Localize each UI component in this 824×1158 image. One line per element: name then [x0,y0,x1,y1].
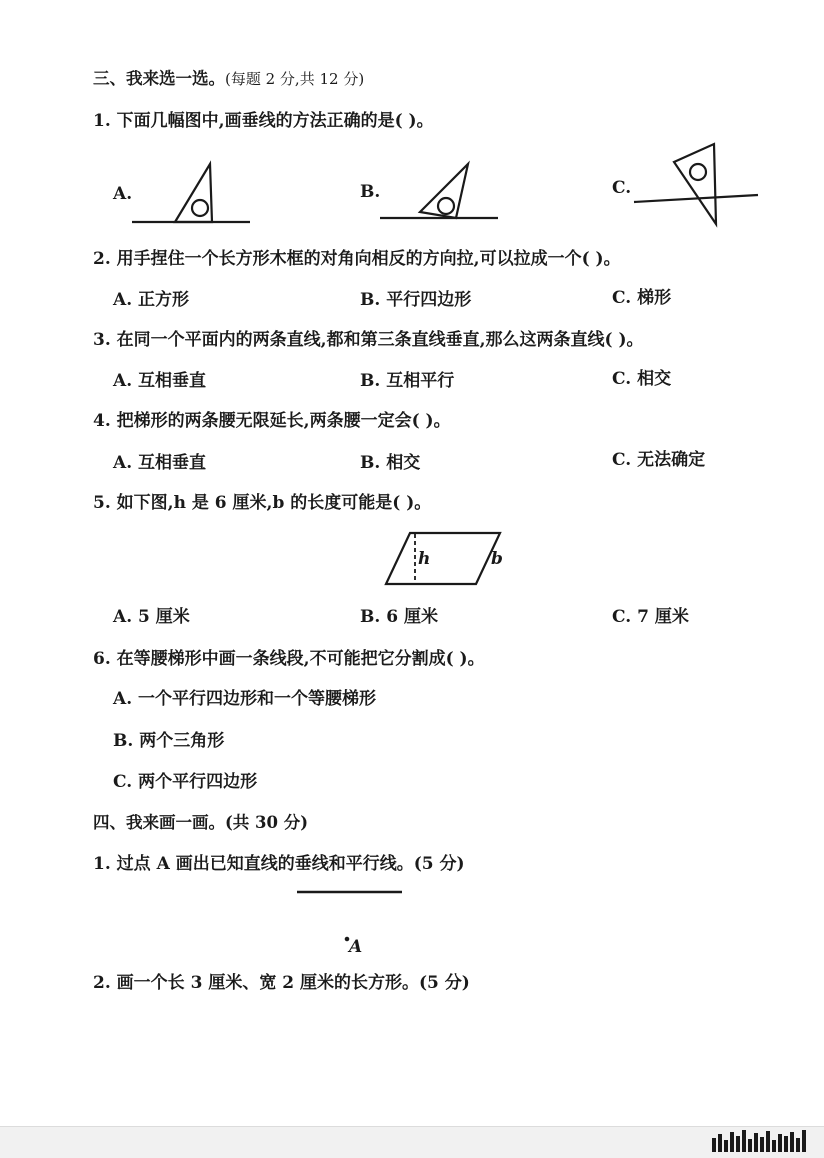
figure-1a-hole [192,200,208,216]
question-2-option-b: B. 平行四边形 [360,290,472,310]
question-1-option-b: B. [360,182,381,202]
question-2-stem: 2. 用手捏住一个长方形木框的对角向相反的方向拉,可以拉成一个( )。 [93,249,621,269]
scan-mark [748,1139,752,1152]
question-3-option-c: C. 相交 [612,369,672,389]
scan-bottom-strip [0,1126,824,1158]
scan-mark [718,1134,722,1152]
section-3-title: 三、我来选一选。 [93,69,225,88]
scan-mark [742,1130,746,1152]
section-4-item-1: 1. 过点 A 画出已知直线的垂线和平行线。(5 分) [93,854,465,874]
question-1-option-c: C. [612,178,632,198]
section-3-header [93,68,364,90]
question-6-option-b: B. 两个三角形 [113,731,225,751]
figure-1b-triangle-ruler [378,158,503,230]
scan-mark [778,1134,782,1152]
question-2-option-a: A. 正方形 [113,290,190,310]
scan-strip-edge [0,1126,824,1127]
question-1-stem: 1. 下面几幅图中,画垂线的方法正确的是( )。 [93,111,434,131]
given-straight-line [296,889,404,895]
question-6-option-c: C. 两个平行四边形 [113,772,258,792]
question-5-stem: 5. 如下图,h 是 6 厘米,b 的长度可能是( )。 [93,493,432,513]
question-5-option-a: A. 5 厘米 [113,607,190,627]
scan-mark [784,1136,788,1152]
question-4-stem: 4. 把梯形的两条腰无限延长,两条腰一定会( )。 [93,411,451,431]
scan-mark [790,1132,794,1152]
section-3-score-note: (每题 2 分,共 12 分) [225,70,365,88]
figure-1c-hole [690,164,706,180]
figure-5-parallelogram [382,530,504,588]
scan-mark [802,1130,806,1152]
scan-edge-marks [712,1130,806,1152]
question-4-option-b: B. 相交 [360,453,421,473]
figure-1c-triangle-ruler [632,142,764,232]
question-4-option-c: C. 无法确定 [612,450,706,470]
figure-1c-triangle [674,144,716,224]
question-1-option-a: A. [113,184,133,204]
figure-1a-triangle-ruler [130,158,255,230]
scan-mark [772,1140,776,1152]
scan-mark [760,1137,764,1152]
figure-5-label-b: b [491,549,503,569]
scan-mark [712,1138,716,1152]
section-4-title: 四、我来画一画。(共 30 分) [93,813,309,832]
figure-5-label-h: h [418,549,431,569]
question-5-option-c: C. 7 厘米 [612,607,689,627]
figure-1b-hole [438,198,454,214]
question-6-option-a: A. 一个平行四边形和一个等腰梯形 [113,689,377,709]
figure-5-parallelogram-shape [386,533,500,584]
question-3-option-b: B. 互相平行 [360,371,455,391]
question-4-option-a: A. 互相垂直 [113,453,207,473]
scan-mark [736,1136,740,1152]
point-a-label: A [349,937,363,957]
question-6-stem: 6. 在等腰梯形中画一条线段,不可能把它分割成( )。 [93,649,485,669]
scan-mark [766,1131,770,1152]
question-2-option-c: C. 梯形 [612,288,672,308]
scan-mark [754,1133,758,1152]
section-4-item-2: 2. 画一个长 3 厘米、宽 2 厘米的长方形。(5 分) [93,973,470,993]
question-3-option-a: A. 互相垂直 [113,371,207,391]
question-5-option-b: B. 6 厘米 [360,607,438,627]
figure-1b-triangle [420,164,468,218]
scan-mark [730,1132,734,1152]
scan-mark [796,1138,800,1152]
scan-mark [724,1140,728,1152]
question-3-stem: 3. 在同一个平面内的两条直线,都和第三条直线垂直,那么这两条直线( )。 [93,330,644,350]
